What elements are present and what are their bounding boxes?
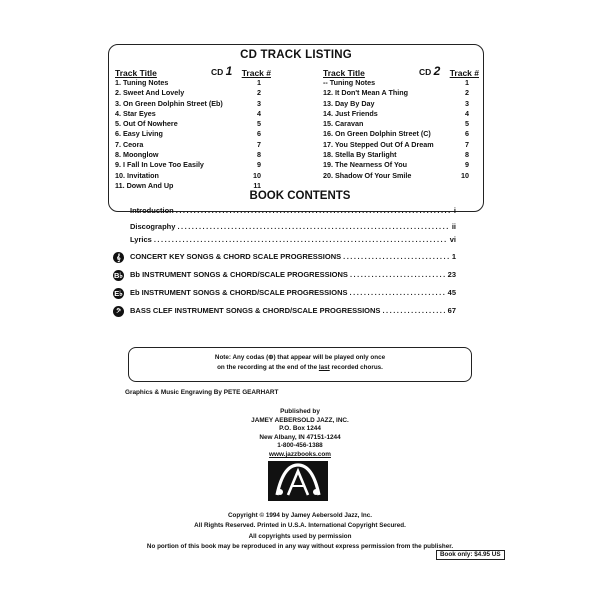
cd2-track-row — [323, 78, 469, 88]
cd2-track-number: 2 — [465, 88, 469, 98]
cd2-label: CD 2 — [419, 64, 441, 78]
publisher-name: JAMEY AEBERSOLD JAZZ, INC. — [251, 416, 349, 424]
publisher-city: New Albany, IN 47151-1244 — [259, 433, 341, 441]
cd1-track-title: 9. I Fall In Love Too Easily — [115, 160, 204, 170]
cd2-track-number: 8 — [465, 150, 469, 160]
price-tag: Book only: $4.95 US — [436, 550, 505, 560]
cd2-track-title: 18. Stella By Starlight — [323, 150, 397, 160]
cd1-track-row — [115, 171, 261, 181]
cd1-track-row — [115, 99, 261, 109]
note-line-1: Note: Any codas (⊕) that appear will be played only once — [214, 354, 386, 361]
cd2-track-row — [323, 99, 469, 109]
copyright-block — [0, 511, 600, 553]
toc-entry-page: vi — [449, 235, 456, 244]
cd1-track-row — [115, 109, 261, 119]
toc-entry — [130, 222, 456, 234]
publisher-phone: 1-800-456-1388 — [277, 442, 323, 450]
toc-leader-dots — [350, 288, 446, 297]
cd1-track-row — [115, 88, 261, 98]
cd2-track-number: 7 — [465, 139, 469, 149]
cd2-track-number: 9 — [465, 160, 469, 170]
cd2-col-title: Track Title — [323, 68, 365, 78]
cd1-track-title: 3. On Green Dolphin Street (Eb) — [115, 98, 223, 108]
cd1-track-row — [115, 160, 261, 170]
cd1-track-number: 8 — [257, 150, 261, 160]
cd2-track-title: -- Tuning Notes — [323, 78, 376, 87]
toc-entry-label: Lyrics — [130, 235, 152, 244]
toc-entry-label: Discography — [130, 222, 176, 231]
cd1-track-title: 10. Invitation — [115, 170, 159, 180]
cd1-track-number: 7 — [257, 139, 261, 149]
toc-section-entry — [113, 305, 456, 317]
e-flat-icon: E♭ — [114, 289, 123, 298]
cd2-track-title: 20. Shadow Of Your Smile — [323, 170, 412, 180]
toc-leader-dots — [350, 270, 446, 279]
toc-section-page: 45 — [447, 288, 456, 297]
cd1-track-number: 2 — [257, 88, 261, 98]
cd1-track-title: 11. Down And Up — [115, 180, 174, 190]
toc-entry — [130, 206, 456, 218]
cd2-track-title: 15. Caravan — [323, 119, 364, 129]
cd2-track-list — [323, 78, 469, 181]
cd1-track-title: 7. Ceora — [115, 139, 144, 149]
cd1-header — [115, 64, 271, 78]
cd2-track-number: 10 — [461, 170, 469, 180]
cd-track-listing-title: CD TRACK LISTING — [240, 49, 352, 61]
cd1-track-row — [115, 129, 261, 139]
cd1-track-number: 3 — [257, 98, 261, 108]
cd2-track-row — [323, 119, 469, 129]
cd2-track-title: 17. You Stepped Out Of A Dream — [323, 139, 434, 149]
toc-leader-dots — [343, 252, 450, 261]
cd1-track-list — [115, 78, 261, 191]
cd1-track-number: 5 — [257, 119, 261, 129]
bass-clef-icon: 𝄢 — [113, 306, 124, 317]
cd1-track-title: 5. Out Of Nowhere — [115, 119, 178, 129]
toc-entry — [130, 235, 456, 247]
cd2-track-title: 19. The Nearness Of You — [323, 160, 408, 170]
publisher-block — [0, 408, 600, 460]
cd2-track-title: 12. It Don't Mean A Thing — [323, 88, 409, 98]
toc-section-entry — [113, 287, 456, 299]
toc-section-label: Eb INSTRUMENT SONGS & CHORD/SCALE PROGRESSIONS — [130, 288, 348, 297]
cd2-track-title: 16. On Green Dolphin Street (C) — [323, 129, 431, 139]
coda-note-box — [128, 347, 472, 382]
cd1-track-number: 11 — [253, 180, 261, 190]
cd2-track-row — [323, 129, 469, 139]
cd1-track-row — [115, 150, 261, 160]
cd2-number: 2 — [433, 64, 441, 78]
toc-section-page: 1 — [451, 251, 456, 261]
toc-entry-page: ii — [451, 222, 456, 231]
copyright-line-2: All Rights Reserved. Printed in U.S.A. International Copyright Secured. — [194, 522, 406, 530]
b-flat-icon: B♭ — [114, 271, 123, 280]
toc-section-label: BASS CLEF INSTRUMENT SONGS & CHORD/SCALE PROGRESSIONS — [130, 305, 381, 315]
cd1-track-title: 4. Star Eyes — [115, 108, 156, 118]
cd1-col-title: Track Title — [115, 68, 157, 78]
toc-section-page: 23 — [447, 270, 456, 279]
cd1-track-row — [115, 140, 261, 150]
book-contents-title: BOOK CONTENTS — [249, 190, 351, 202]
cd1-track-title: 1. Tuning Notes — [115, 78, 169, 87]
cd2-track-number: 3 — [465, 98, 469, 108]
jamey-aebersold-logo — [268, 461, 328, 501]
toc-leader-dots — [177, 222, 449, 231]
cd1-number: 1 — [225, 64, 233, 78]
cd-track-listing-box — [108, 44, 484, 212]
note-line-2: on the recording at the end of the last recorded chorus. — [217, 364, 383, 371]
copyright-line-1: Copyright © 1994 by Jamey Aebersold Jazz, Inc. — [227, 512, 373, 519]
cd2-track-row — [323, 160, 469, 170]
cd1-col-track: Track # — [241, 68, 271, 78]
toc-section-entry — [113, 269, 456, 281]
treble-clef-icon: 𝄞 — [113, 252, 124, 263]
toc-section-label: Bb INSTRUMENT SONGS & CHORD/SCALE PROGRESSIONS — [130, 270, 348, 279]
cd2-track-number: 5 — [465, 119, 469, 129]
cd1-track-title: 8. Moonglow — [115, 150, 159, 160]
cd2-track-row — [323, 150, 469, 160]
cd1-track-row — [115, 78, 261, 88]
cd2-column — [323, 64, 479, 181]
toc-section-page: 67 — [447, 305, 456, 315]
cd2-track-row — [323, 88, 469, 98]
cd2-track-row — [323, 171, 469, 181]
cd2-track-number: 6 — [465, 129, 469, 139]
cd1-track-number: 1 — [257, 78, 261, 87]
toc-entry-label: Introduction — [130, 206, 174, 215]
cd2-track-title: 13. Day By Day — [323, 98, 375, 108]
cd2-track-title: 14. Just Friends — [323, 108, 378, 118]
publisher-url[interactable]: www.jazzbooks.com — [269, 450, 331, 458]
toc-section-entry — [113, 251, 456, 263]
cd1-track-title: 2. Sweet And Lovely — [115, 88, 185, 98]
cd1-track-number: 4 — [257, 108, 261, 118]
cd1-track-row — [115, 119, 261, 129]
cd1-label: CD 1 — [211, 64, 233, 78]
toc-section-label: CONCERT KEY SONGS & CHORD SCALE PROGRESSIONS — [130, 251, 342, 261]
engraving-credit: Graphics & Music Engraving By PETE GEARHART — [125, 389, 279, 396]
toc-leader-dots — [176, 206, 452, 215]
cd1-track-title: 6. Easy Living — [115, 129, 163, 139]
cd2-track-number: 1 — [465, 78, 469, 87]
toc-leader-dots — [154, 235, 448, 244]
copyright-line-4: No portion of this book may be reproduced in any way without express permission from the publisher. — [146, 543, 454, 551]
publisher-po-box: P.O. Box 1244 — [279, 425, 321, 433]
cd1-track-number: 9 — [257, 160, 261, 170]
cd2-col-track: Track # — [449, 68, 479, 78]
cd1-column — [115, 64, 271, 191]
cd1-track-number: 6 — [257, 129, 261, 139]
toc-leader-dots — [382, 306, 445, 315]
toc-entry-page: i — [453, 206, 456, 215]
cd2-track-row — [323, 140, 469, 150]
cd1-track-number: 10 — [253, 170, 261, 180]
cd2-header — [323, 64, 479, 78]
copyright-line-3: All copyrights used by permission — [248, 532, 352, 540]
cd2-track-row — [323, 109, 469, 119]
cd2-track-number: 4 — [465, 108, 469, 118]
published-by: Published by — [280, 408, 320, 415]
